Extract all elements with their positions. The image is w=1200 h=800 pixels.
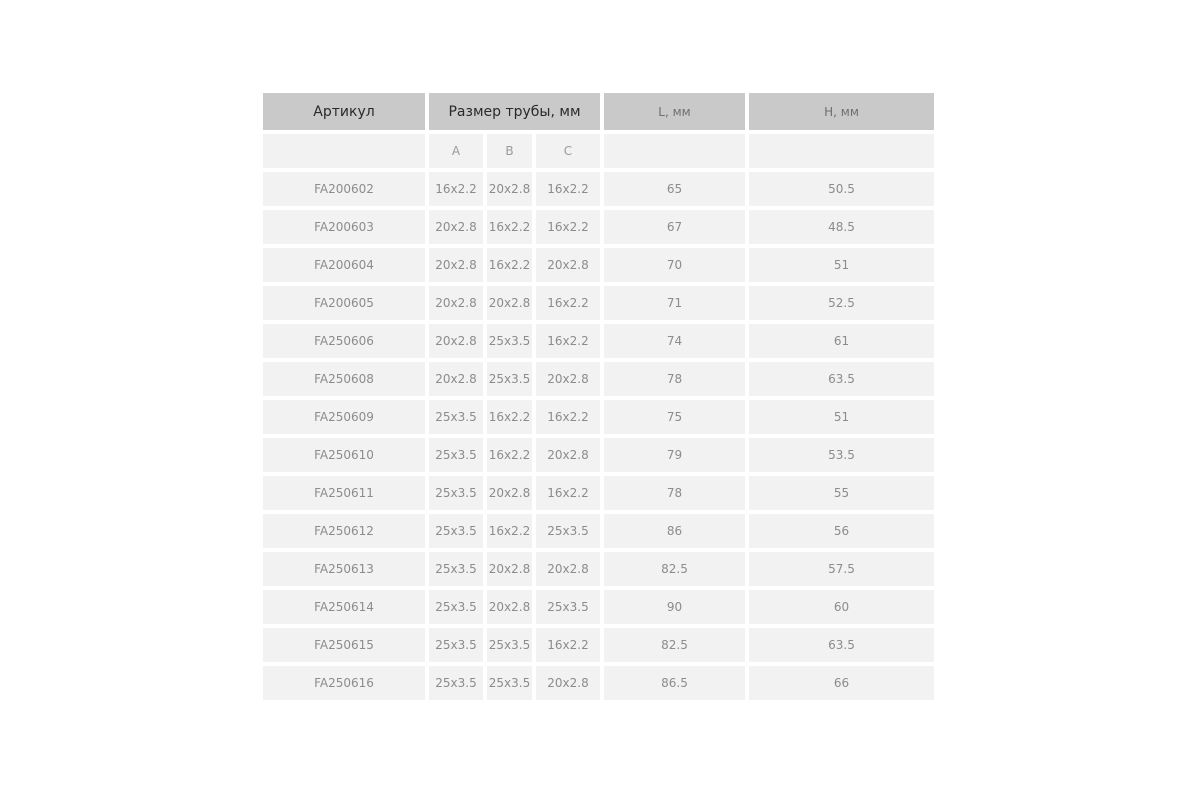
cell-size-b: 20x2.8 xyxy=(487,286,532,320)
cell-h: 51 xyxy=(749,248,934,282)
table-row xyxy=(263,210,934,244)
header-h: H, мм xyxy=(749,93,934,130)
header-row xyxy=(263,93,934,130)
table-row xyxy=(263,248,934,282)
cell-size-c: 20x2.8 xyxy=(536,666,600,700)
table-row xyxy=(263,590,934,624)
subheader-empty-l xyxy=(604,134,745,168)
cell-size-b: 16x2.2 xyxy=(487,514,532,548)
table-row xyxy=(263,362,934,396)
subheader-a: A xyxy=(429,134,483,168)
cell-article: FA250615 xyxy=(263,628,425,662)
cell-h: 60 xyxy=(749,590,934,624)
subheader-row xyxy=(263,134,934,168)
cell-l: 82.5 xyxy=(604,552,745,586)
cell-article: FA250608 xyxy=(263,362,425,396)
cell-h: 57.5 xyxy=(749,552,934,586)
cell-size-a: 20x2.8 xyxy=(429,362,483,396)
cell-size-a: 25x3.5 xyxy=(429,400,483,434)
table-row xyxy=(263,628,934,662)
cell-h: 55 xyxy=(749,476,934,510)
cell-size-a: 25x3.5 xyxy=(429,476,483,510)
cell-h: 52.5 xyxy=(749,286,934,320)
cell-size-c: 16x2.2 xyxy=(536,210,600,244)
cell-size-c: 16x2.2 xyxy=(536,628,600,662)
cell-size-b: 16x2.2 xyxy=(487,210,532,244)
cell-size-a: 16x2.2 xyxy=(429,172,483,206)
cell-l: 78 xyxy=(604,362,745,396)
cell-h: 51 xyxy=(749,400,934,434)
header-pipe-size: Размер трубы, мм xyxy=(429,93,600,130)
table-row xyxy=(263,476,934,510)
cell-size-a: 25x3.5 xyxy=(429,438,483,472)
cell-size-b: 20x2.8 xyxy=(487,552,532,586)
cell-size-c: 20x2.8 xyxy=(536,248,600,282)
cell-size-a: 20x2.8 xyxy=(429,248,483,282)
cell-size-c: 20x2.8 xyxy=(536,362,600,396)
cell-size-b: 16x2.2 xyxy=(487,438,532,472)
cell-size-c: 25x3.5 xyxy=(536,514,600,548)
cell-size-c: 16x2.2 xyxy=(536,172,600,206)
cell-article: FA250609 xyxy=(263,400,425,434)
cell-size-a: 25x3.5 xyxy=(429,552,483,586)
table-body xyxy=(263,93,934,700)
cell-article: FA200603 xyxy=(263,210,425,244)
cell-size-a: 25x3.5 xyxy=(429,590,483,624)
cell-h: 63.5 xyxy=(749,628,934,662)
cell-size-c: 20x2.8 xyxy=(536,438,600,472)
table-row xyxy=(263,552,934,586)
cell-h: 53.5 xyxy=(749,438,934,472)
cell-article: FA250611 xyxy=(263,476,425,510)
cell-h: 61 xyxy=(749,324,934,358)
cell-l: 70 xyxy=(604,248,745,282)
cell-size-c: 16x2.2 xyxy=(536,324,600,358)
cell-h: 50.5 xyxy=(749,172,934,206)
cell-size-c: 16x2.2 xyxy=(536,286,600,320)
cell-size-a: 20x2.8 xyxy=(429,324,483,358)
cell-l: 74 xyxy=(604,324,745,358)
cell-article: FA250614 xyxy=(263,590,425,624)
cell-l: 75 xyxy=(604,400,745,434)
header-l: L, мм xyxy=(604,93,745,130)
cell-size-c: 16x2.2 xyxy=(536,400,600,434)
spec-table xyxy=(259,89,938,704)
cell-article: FA200604 xyxy=(263,248,425,282)
cell-article: FA250612 xyxy=(263,514,425,548)
subheader-c: C xyxy=(536,134,600,168)
cell-l: 86 xyxy=(604,514,745,548)
cell-h: 66 xyxy=(749,666,934,700)
cell-h: 56 xyxy=(749,514,934,548)
subheader-empty-article xyxy=(263,134,425,168)
cell-article: FA250616 xyxy=(263,666,425,700)
cell-size-b: 20x2.8 xyxy=(487,476,532,510)
cell-article: FA250610 xyxy=(263,438,425,472)
cell-article: FA200605 xyxy=(263,286,425,320)
cell-size-c: 25x3.5 xyxy=(536,590,600,624)
cell-size-c: 20x2.8 xyxy=(536,552,600,586)
cell-l: 71 xyxy=(604,286,745,320)
table-row xyxy=(263,400,934,434)
table-row xyxy=(263,324,934,358)
cell-l: 79 xyxy=(604,438,745,472)
cell-l: 82.5 xyxy=(604,628,745,662)
table-row xyxy=(263,172,934,206)
cell-l: 90 xyxy=(604,590,745,624)
cell-size-b: 25x3.5 xyxy=(487,324,532,358)
header-article: Артикул xyxy=(263,93,425,130)
cell-l: 65 xyxy=(604,172,745,206)
table-row xyxy=(263,666,934,700)
cell-l: 67 xyxy=(604,210,745,244)
cell-size-b: 16x2.2 xyxy=(487,248,532,282)
cell-size-a: 25x3.5 xyxy=(429,666,483,700)
cell-size-b: 25x3.5 xyxy=(487,362,532,396)
cell-article: FA250606 xyxy=(263,324,425,358)
cell-size-a: 25x3.5 xyxy=(429,628,483,662)
cell-h: 63.5 xyxy=(749,362,934,396)
cell-size-b: 25x3.5 xyxy=(487,628,532,662)
cell-article: FA200602 xyxy=(263,172,425,206)
cell-size-b: 25x3.5 xyxy=(487,666,532,700)
cell-l: 78 xyxy=(604,476,745,510)
cell-size-a: 20x2.8 xyxy=(429,286,483,320)
cell-l: 86.5 xyxy=(604,666,745,700)
cell-size-a: 25x3.5 xyxy=(429,514,483,548)
cell-size-b: 20x2.8 xyxy=(487,172,532,206)
subheader-empty-h xyxy=(749,134,934,168)
table-row xyxy=(263,514,934,548)
cell-size-b: 20x2.8 xyxy=(487,590,532,624)
cell-size-b: 16x2.2 xyxy=(487,400,532,434)
table-row xyxy=(263,286,934,320)
table-row xyxy=(263,438,934,472)
cell-size-a: 20x2.8 xyxy=(429,210,483,244)
cell-article: FA250613 xyxy=(263,552,425,586)
cell-h: 48.5 xyxy=(749,210,934,244)
subheader-b: B xyxy=(487,134,532,168)
cell-size-c: 16x2.2 xyxy=(536,476,600,510)
